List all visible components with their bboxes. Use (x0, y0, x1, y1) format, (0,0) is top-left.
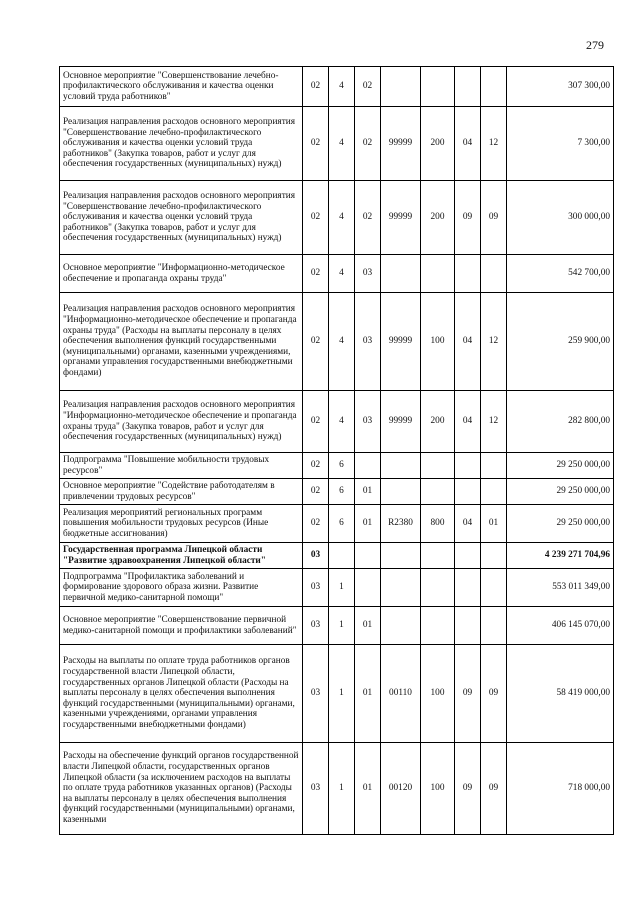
row-name: Реализация направления расходов основного мероприятия "Информационно-методическое обеспечение и пропаганда охраны труда" (Закупка товаров, работ и услуг для обеспечения государственных (муниципальных) нужд) (60, 391, 303, 453)
row-expense-type: 800 (421, 505, 455, 543)
row-section: 04 (455, 293, 481, 391)
row-subprogram-code: 6 (329, 479, 355, 505)
row-program-code: 02 (303, 107, 329, 181)
row-activity-code: 02 (355, 107, 381, 181)
row-name: Основное мероприятие "Информационно-методическое обеспечение и пропаганда охраны труда" (60, 255, 303, 293)
row-program-code: 03 (303, 569, 329, 607)
row-amount: 542 700,00 (507, 255, 614, 293)
row-amount: 29 250 000,00 (507, 479, 614, 505)
row-activity-code: 01 (355, 607, 381, 645)
row-subprogram-code: 4 (329, 67, 355, 107)
row-subprogram-code: 4 (329, 255, 355, 293)
row-activity-code: 03 (355, 293, 381, 391)
row-amount: 29 250 000,00 (507, 505, 614, 543)
row-section (455, 569, 481, 607)
row-subsection (481, 67, 507, 107)
row-amount: 259 900,00 (507, 293, 614, 391)
row-activity-code: 01 (355, 479, 381, 505)
row-subprogram-code: 4 (329, 181, 355, 255)
row-section: 09 (455, 645, 481, 743)
table-row (60, 743, 614, 835)
table-row (60, 107, 614, 181)
row-direction-code: 00120 (381, 743, 421, 835)
row-subsection: 12 (481, 107, 507, 181)
row-amount: 553 011 349,00 (507, 569, 614, 607)
table-row (60, 293, 614, 391)
row-expense-type: 200 (421, 107, 455, 181)
table-row (60, 645, 614, 743)
row-subsection: 01 (481, 505, 507, 543)
row-name: Реализация направления расходов основного мероприятия "Информационно-методическое обеспечение и пропаганда охраны труда" (Расходы на выплаты персоналу в целях обеспечения выполнения функций государственными (муниципальными) органами, казенными учреждениями, органами управления государственными внебюджетными фондами) (60, 293, 303, 391)
row-activity-code: 03 (355, 391, 381, 453)
row-name: Реализация мероприятий региональных программ повышения мобильности трудовых ресурсов (Иные бюджетные ассигнования) (60, 505, 303, 543)
table-row (60, 479, 614, 505)
row-program-code: 02 (303, 505, 329, 543)
row-subsection: 09 (481, 181, 507, 255)
row-name: Реализация направления расходов основного мероприятия "Совершенствование лечебно-профилактического обслуживания и качества оценки условий труда работников" (Закупка товаров, работ и услуг для обеспечения государственных (муниципальных) нужд) (60, 181, 303, 255)
row-expense-type (421, 607, 455, 645)
row-amount: 718 000,00 (507, 743, 614, 835)
row-program-code: 02 (303, 453, 329, 479)
row-subprogram-code: 4 (329, 107, 355, 181)
row-subsection (481, 453, 507, 479)
row-direction-code (381, 543, 421, 569)
row-direction-code (381, 453, 421, 479)
row-direction-code: 99999 (381, 391, 421, 453)
row-direction-code (381, 255, 421, 293)
row-expense-type (421, 67, 455, 107)
row-section (455, 255, 481, 293)
row-name: Государственная программа Липецкой области "Развитие здравоохранения Липецкой области" (60, 543, 303, 569)
row-subsection (481, 255, 507, 293)
row-subprogram-code: 1 (329, 569, 355, 607)
row-direction-code: 99999 (381, 107, 421, 181)
row-subsection: 12 (481, 293, 507, 391)
row-direction-code: 99999 (381, 293, 421, 391)
row-subprogram-code: 1 (329, 743, 355, 835)
row-direction-code (381, 67, 421, 107)
row-program-code: 03 (303, 607, 329, 645)
row-section (455, 543, 481, 569)
row-program-code: 03 (303, 743, 329, 835)
row-subprogram-code: 1 (329, 607, 355, 645)
row-expense-type (421, 569, 455, 607)
row-program-code: 02 (303, 479, 329, 505)
row-subprogram-code (329, 543, 355, 569)
row-program-code: 02 (303, 181, 329, 255)
row-subsection (481, 543, 507, 569)
row-amount: 7 300,00 (507, 107, 614, 181)
table-row (60, 543, 614, 569)
row-subsection: 09 (481, 743, 507, 835)
row-expense-type: 200 (421, 391, 455, 453)
row-amount: 307 300,00 (507, 67, 614, 107)
row-program-code: 02 (303, 255, 329, 293)
row-expense-type: 200 (421, 181, 455, 255)
table-row (60, 607, 614, 645)
row-expense-type (421, 255, 455, 293)
row-section (455, 67, 481, 107)
table-row (60, 255, 614, 293)
row-expense-type (421, 453, 455, 479)
row-amount: 300 000,00 (507, 181, 614, 255)
row-direction-code (381, 479, 421, 505)
row-name: Расходы на обеспечение функций органов государственной власти Липецкой области, государственных органов Липецкой области (за исключением расходов на выплаты по оплате труда работников указанных органов) (Расходы на выплаты персоналу в целях обеспечения выполнения функций государственными (муниципальными) органами, казенными (60, 743, 303, 835)
row-subsection (481, 569, 507, 607)
row-program-code: 03 (303, 543, 329, 569)
row-expense-type (421, 543, 455, 569)
row-direction-code (381, 569, 421, 607)
row-section: 04 (455, 107, 481, 181)
row-amount: 282 800,00 (507, 391, 614, 453)
table-row (60, 67, 614, 107)
row-amount: 4 239 271 704,96 (507, 543, 614, 569)
row-direction-code (381, 607, 421, 645)
row-subprogram-code: 1 (329, 645, 355, 743)
row-section: 04 (455, 391, 481, 453)
row-expense-type: 100 (421, 293, 455, 391)
row-subprogram-code: 6 (329, 453, 355, 479)
row-activity-code (355, 569, 381, 607)
table-row (60, 181, 614, 255)
row-program-code: 02 (303, 67, 329, 107)
row-program-code: 03 (303, 645, 329, 743)
table-row (60, 391, 614, 453)
row-amount: 58 419 000,00 (507, 645, 614, 743)
table-row (60, 569, 614, 607)
row-name: Подпрограмма "Повышение мобильности трудовых ресурсов" (60, 453, 303, 479)
row-name: Подпрограмма "Профилактика заболеваний и формирование здорового образа жизни. Развитие первичной медико-санитарной помощи" (60, 569, 303, 607)
row-activity-code: 02 (355, 67, 381, 107)
row-name: Основное мероприятие "Совершенствование первичной медико-санитарной помощи и профилактики заболеваний" (60, 607, 303, 645)
row-direction-code: 99999 (381, 181, 421, 255)
row-direction-code: R2380 (381, 505, 421, 543)
page-number: 279 (586, 38, 604, 52)
row-subsection: 12 (481, 391, 507, 453)
row-subprogram-code: 4 (329, 293, 355, 391)
row-subsection (481, 607, 507, 645)
row-name: Расходы на выплаты по оплате труда работников органов государственной власти Липецкой области, государственных органов Липецкой области (Расходы на выплаты персоналу в целях обеспечения выполнения функций государственными (муниципальными) органами, казенными учреждениями, органами управления государственными внебюджетными фондами) (60, 645, 303, 743)
budget-table (59, 66, 614, 835)
row-program-code: 02 (303, 293, 329, 391)
row-activity-code: 01 (355, 505, 381, 543)
row-subsection: 09 (481, 645, 507, 743)
row-direction-code: 00110 (381, 645, 421, 743)
row-expense-type: 100 (421, 645, 455, 743)
table-row (60, 453, 614, 479)
row-subprogram-code: 4 (329, 391, 355, 453)
row-program-code: 02 (303, 391, 329, 453)
row-section (455, 607, 481, 645)
row-expense-type (421, 479, 455, 505)
row-section (455, 453, 481, 479)
row-name: Реализация направления расходов основного мероприятия "Совершенствование лечебно-профилактического обслуживания и качества оценки условий труда работников" (Закупка товаров, работ и услуг для обеспечения государственных (муниципальных) нужд) (60, 107, 303, 181)
row-subprogram-code: 6 (329, 505, 355, 543)
row-section: 04 (455, 505, 481, 543)
table-row (60, 505, 614, 543)
row-subsection (481, 479, 507, 505)
row-activity-code (355, 453, 381, 479)
row-amount: 29 250 000,00 (507, 453, 614, 479)
row-activity-code: 01 (355, 743, 381, 835)
row-activity-code (355, 543, 381, 569)
row-section (455, 479, 481, 505)
row-activity-code: 03 (355, 255, 381, 293)
row-name: Основное мероприятие "Совершенствование лечебно-профилактического обслуживания и качества оценки условий труда работников" (60, 67, 303, 107)
row-section: 09 (455, 181, 481, 255)
row-expense-type: 100 (421, 743, 455, 835)
row-activity-code: 02 (355, 181, 381, 255)
row-amount: 406 145 070,00 (507, 607, 614, 645)
row-activity-code: 01 (355, 645, 381, 743)
row-name: Основное мероприятие "Содействие работодателям в привлечении трудовых ресурсов" (60, 479, 303, 505)
row-section: 09 (455, 743, 481, 835)
